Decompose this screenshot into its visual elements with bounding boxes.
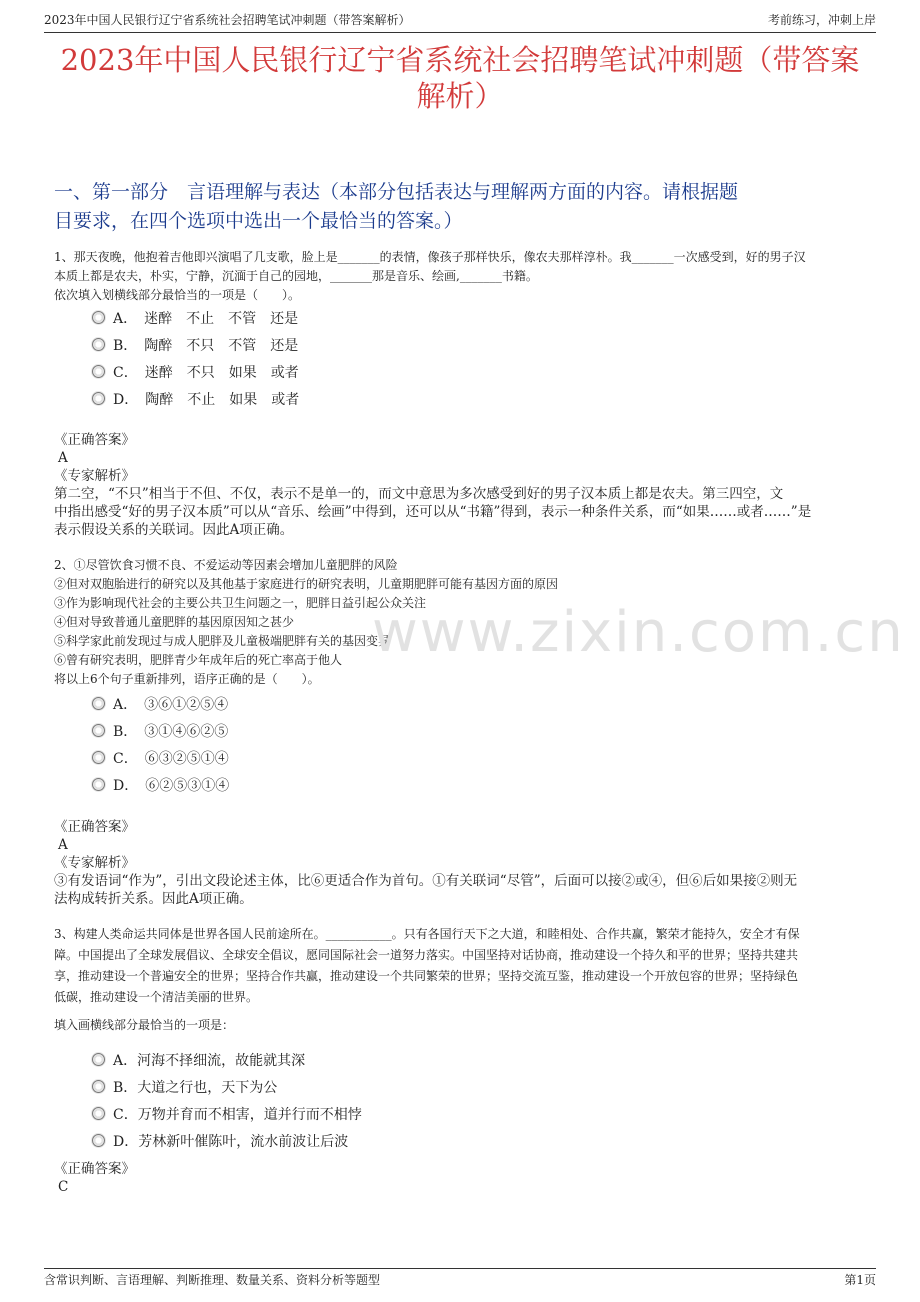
question-text-line: 低碳，推动建设一个清洁美丽的世界。 xyxy=(54,990,259,1004)
question-text-line: ④但对导致普通儿童肥胖的基因原因知之甚少 xyxy=(54,615,295,629)
question-text-line: ⑤科学家此前发现过与成人肥胖及儿童极端肥胖有关的基因变异 xyxy=(54,634,391,648)
document-title xyxy=(44,42,876,114)
title-line-2: 解析） xyxy=(416,79,504,113)
radio-icon[interactable] xyxy=(92,724,105,737)
q2-answer-section xyxy=(54,818,876,908)
option-label: D．芳林新叶催陈叶，流水前波让后波 xyxy=(113,1133,349,1150)
question-prompt: 依次填入划横线部分最恰当的一项是（ ）。 xyxy=(54,288,301,302)
answer-value: A xyxy=(58,450,68,466)
answer-label: 《正确答案》 xyxy=(54,432,135,448)
option-label: C．万物并育而不相害，道并行而不相悖 xyxy=(113,1106,362,1123)
analysis-line: 中指出感受“好的男子汉本质”可以从“音乐、绘画”中得到，还可以从“书籍”得到，表示一种条件关系，而“如果……或者……”是 xyxy=(54,504,812,520)
question-text-line: 1、那天夜晚，他抱着吉他即兴演唱了几支歌，脸上是_______的表情，像孩子那样快乐，像农夫那样淳朴。我_______一次感受到，好的男子汉 xyxy=(54,250,806,264)
option-label: D． ⑥②⑤③①④ xyxy=(113,777,230,794)
question-text-line: 3、构建人类命运共同体是世界各国人民前途所在。___________。只有各国行天下之大道，和睦相处、合作共赢，繁荣才能持久，安全才有保 xyxy=(54,927,800,941)
page-footer xyxy=(44,1268,876,1291)
option-a[interactable] xyxy=(92,304,299,331)
analysis-line: 法构成转折关系。因此A项正确。 xyxy=(54,891,253,907)
answer-label: 《正确答案》 xyxy=(54,1161,135,1177)
question-text-line: ③作为影响现代社会的主要公共卫生问题之一，肥胖日益引起公众关注 xyxy=(54,596,427,610)
header-slogan: 考前练习，冲刺上岸 xyxy=(767,13,876,27)
option-d[interactable] xyxy=(92,771,229,798)
option-label: D． 陶醉 不止 如果 或者 xyxy=(113,391,300,408)
radio-icon[interactable] xyxy=(92,751,105,764)
question-text-line: 享，推动建设一个普遍安全的世界；坚持合作共赢，推动建设一个共同繁荣的世界；坚持交流互鉴，推动建设一个开放包容的世界；坚持绿色 xyxy=(54,969,799,983)
q3-answer-section xyxy=(54,1160,876,1196)
radio-icon[interactable] xyxy=(92,697,105,710)
question-1 xyxy=(54,248,876,305)
question-text-line: 2、①尽管饮食习惯不良、不爱运动等因素会增加儿童肥胖的风险 xyxy=(54,558,398,572)
radio-icon[interactable] xyxy=(92,778,105,791)
radio-icon[interactable] xyxy=(92,365,105,378)
option-b[interactable] xyxy=(92,331,299,358)
q3-options xyxy=(92,1046,362,1154)
analysis-line: 第二空，“不只”相当于不但、不仅，表示不是单一的，而文中意思为多次感受到好的男子汉本质上都是农夫。第三四空，文 xyxy=(54,486,784,502)
option-label: A．河海不择细流，故能就其深 xyxy=(113,1052,306,1069)
radio-icon[interactable] xyxy=(92,1107,105,1120)
analysis-line: 表示假设关系的关联词。因此A项正确。 xyxy=(54,522,294,538)
option-b[interactable] xyxy=(92,1073,362,1100)
option-c[interactable] xyxy=(92,358,299,385)
analysis-line: ③有发语词“作为”，引出文段论述主体，比⑥更适合作为首句。①有关联词“尽管”，后面可以接②或④，但⑥后如果接②则无 xyxy=(54,873,798,889)
radio-icon[interactable] xyxy=(92,1134,105,1147)
option-label: A． 迷醉 不止 不管 还是 xyxy=(113,310,299,327)
section-line-2: 目要求，在四个选项中选出一个最恰当的答案。） xyxy=(54,210,463,232)
option-a[interactable] xyxy=(92,1046,362,1073)
question-text-line: 本质上都是农夫，朴实，宁静，沉湎于自己的园地，_______那是音乐、绘画,_______书籍。 xyxy=(54,269,538,283)
option-label: B． 陶醉 不只 不管 还是 xyxy=(113,337,299,354)
option-label: B．大道之行也，天下为公 xyxy=(113,1079,278,1096)
option-label: B． ③①④⑥②⑤ xyxy=(113,723,229,740)
analysis-label: 《专家解析》 xyxy=(54,468,135,484)
question-3 xyxy=(54,924,876,1008)
title-line-1: 2023年中国人民银行辽宁省系统社会招聘笔试冲刺题（带答案 xyxy=(60,43,860,77)
option-b[interactable] xyxy=(92,717,229,744)
option-c[interactable] xyxy=(92,744,229,771)
option-label: C． ⑥③②⑤①④ xyxy=(113,750,229,767)
section-line-1: 一、第一部分 言语理解与表达（本部分包括表达与理解两方面的内容。请根据题 xyxy=(54,181,739,203)
page-header xyxy=(44,10,876,33)
page-number: 第1页 xyxy=(844,1273,876,1287)
option-d[interactable] xyxy=(92,1127,362,1154)
question-text-line: ②但对双胞胎进行的研究以及其他基于家庭进行的研究表明，儿童期肥胖可能有基因方面的原因 xyxy=(54,577,559,591)
radio-icon[interactable] xyxy=(92,1080,105,1093)
answer-value: C xyxy=(58,1179,69,1195)
option-a[interactable] xyxy=(92,690,229,717)
option-d[interactable] xyxy=(92,385,299,412)
radio-icon[interactable] xyxy=(92,1053,105,1066)
radio-icon[interactable] xyxy=(92,311,105,324)
header-title: 2023年中国人民银行辽宁省系统社会招聘笔试冲刺题（带答案解析） xyxy=(44,13,411,27)
question-3-prompt: 填入画横线部分最恰当的一项是： xyxy=(54,1018,235,1032)
q1-answer-section xyxy=(54,431,876,539)
q2-options xyxy=(92,690,229,798)
answer-label: 《正确答案》 xyxy=(54,819,135,835)
radio-icon[interactable] xyxy=(92,338,105,351)
radio-icon[interactable] xyxy=(92,392,105,405)
question-text-line: 障。中国提出了全球发展倡议、全球安全倡议，愿同国际社会一道努力落实。中国坚持对话协商，推动建设一个持久和平的世界；坚持共建共 xyxy=(54,948,799,962)
question-text-line: ⑥曾有研究表明，肥胖青少年成年后的死亡率高于他人 xyxy=(54,653,343,667)
option-c[interactable] xyxy=(92,1100,362,1127)
section-heading xyxy=(54,178,866,236)
answer-value: A xyxy=(58,837,68,853)
footer-note: 含常识判断、言语理解、判断推理、数量关系、资料分析等题型 xyxy=(44,1273,381,1287)
option-label: A． ③⑥①②⑤④ xyxy=(113,696,229,713)
option-label: C． 迷醉 不只 如果 或者 xyxy=(113,364,299,381)
question-prompt: 将以上6个句子重新排列，语序正确的是（ ）。 xyxy=(54,672,320,686)
analysis-label: 《专家解析》 xyxy=(54,855,135,871)
q1-options xyxy=(92,304,299,412)
watermark-text: www.zixin.com.cn xyxy=(372,600,905,665)
